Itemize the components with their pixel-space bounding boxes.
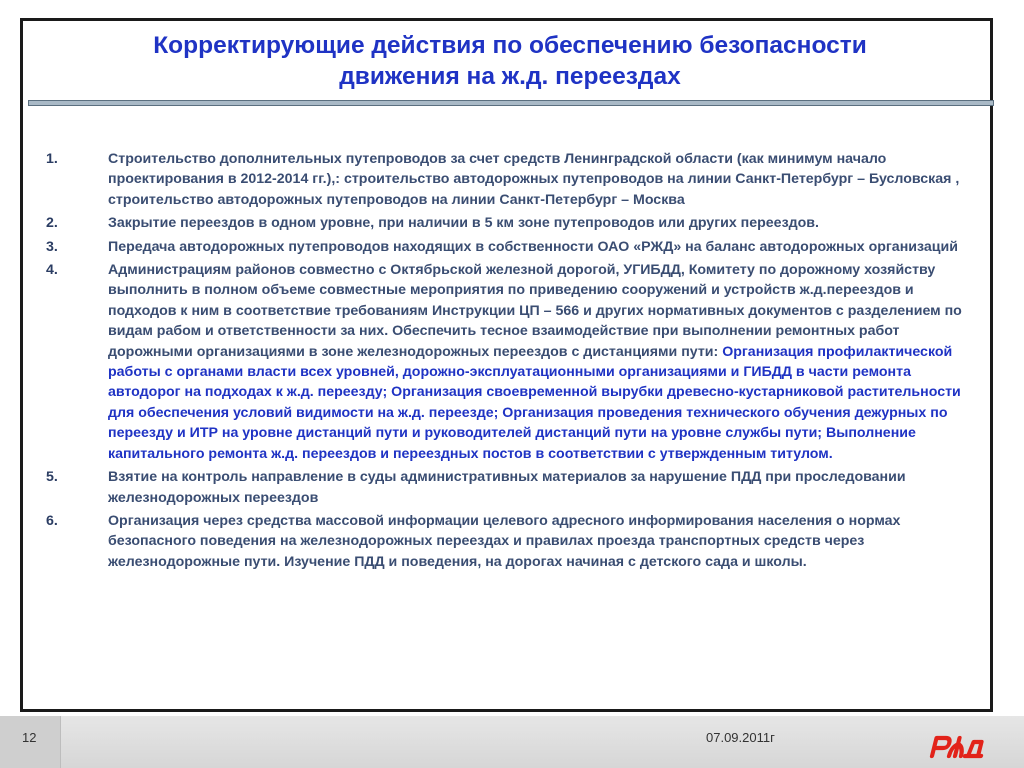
list-item [46, 511, 986, 572]
list-item-text: Закрытие переездов в одном уровне, при наличии в 5 км зоне путепроводов или других переездов. [108, 215, 819, 232]
list-item-text: Администрациям районов совместно с Октябрьской железной дорогой, УГИБДД, Комитету по дорожному хозяйству выполнить в полном объеме совместные мероприятия по приведению сооружений и устройств ж.д.переездов и подходов к ним в соответствие требованиям Инструкции ЦП – 566 и других нормативных документов с разделением по видам рабом и ответственности за них. Обеспечить тесное взаимодействие при выполнении ремонтных работ дорожными организациями в зоне железнодорожных переездов с дистанциями пути: [108, 262, 962, 360]
list-item-number: 4. [46, 262, 58, 279]
page-number-box [0, 716, 61, 768]
list-item-number: 2. [46, 215, 58, 232]
list-item-number: 5. [46, 469, 58, 486]
page-number: 12 [22, 730, 37, 745]
list-item-text-container [108, 260, 986, 464]
list-item [46, 467, 986, 508]
slide-title-line-1: Корректирующие действия по обеспечению безопасности [153, 32, 867, 59]
slide-title [26, 30, 994, 92]
title-divider [28, 100, 994, 106]
list-item-text: Передача автодорожных путепроводов находящих в собственности ОАО «РЖД» на баланс автодорожных организаций [108, 238, 958, 255]
list-item-number: 1. [46, 151, 58, 167]
list-item [46, 213, 986, 233]
list-item-text: Строительство дополнительных путепроводов за счет средств Ленинградской области (как минимум начало проектирования в 2012-2014 гг.),: строительство автодорожных путепроводов на линии Санкт-Петербург – Бусловская , строительство автодорожных путепроводов на линии Санкт-Петербург – Москва [108, 151, 960, 208]
list-item-text: Организация через средства массовой информации целевого адресного информирования населения о нормах безопасного поведения на железнодорожных переездах и правилах проезда транспортных средств через железнодорожные пути. Изучение ПДД и поведения, на дорогах начиная с детского сада и школы. [108, 512, 901, 570]
list-item [46, 237, 986, 257]
list-item-number: 6. [46, 512, 58, 529]
list-item-text: Взятие на контроль направление в суды административных материалов за нарушение ПДД при проследовании железнодорожных переездов [108, 469, 906, 506]
list-item [46, 260, 986, 464]
footer-date: 07.09.2011г [706, 730, 775, 745]
action-list [46, 149, 986, 575]
list-item-highlight-text: Организация профилактической работы с органами власти всех уровней, дорожно-эксплуатационными организациями и ГИБДД в части ремонта автодорог на подходах к ж.д. переезду; Организация своевременной вырубки древесно-кустарниковой растительности для обеспечения условий видимости на ж.д. переезде; Организация проведения технического обучения дежурных по переезду и ИТР на уровне дистанций пути и руководителей дистанций пути на уровне службы пути; Выполнение капитального ремонта ж.д. переездов и переездных постов в соответствии с утвержденным титулом. [108, 343, 961, 462]
slide-footer [0, 716, 1024, 768]
slide-title-line-2: движения на ж.д. переездах [339, 63, 681, 90]
list-item-number: 3. [46, 238, 58, 255]
list-item [46, 149, 986, 210]
rzd-logo-icon [928, 732, 988, 760]
